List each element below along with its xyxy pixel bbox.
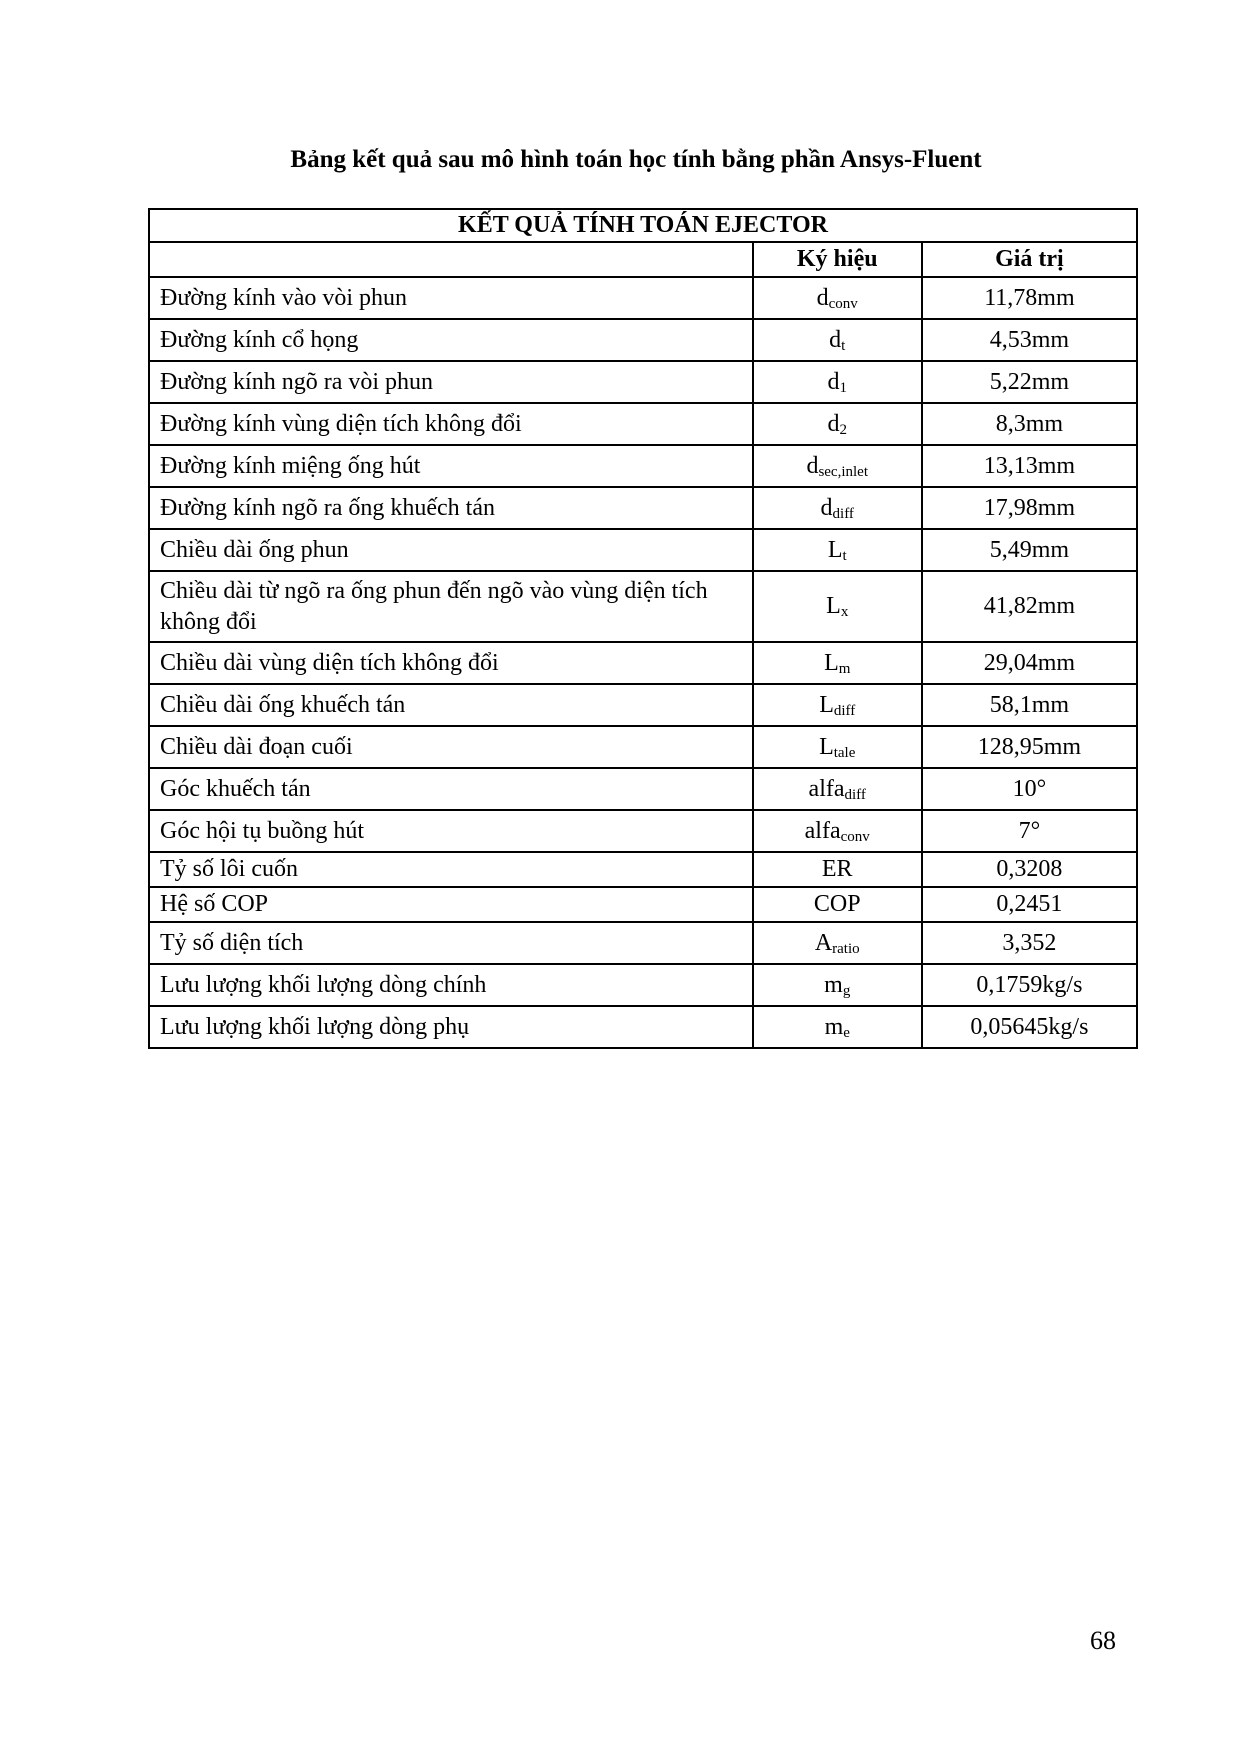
table-row [149,529,1137,571]
row-symbol: $d_t$ [753,319,922,361]
row-value: 41,82mm [922,571,1137,642]
ejector-results-table [148,208,1138,1049]
row-symbol: $A_{ratio}$ [753,922,922,964]
table-row [149,403,1137,445]
row-name: Chiều dài ống khuếch tán [149,684,753,726]
row-symbol: $d_1$ [753,361,922,403]
row-value: 0,1759kg/s [922,964,1137,1006]
row-symbol: $m_g$ [753,964,922,1006]
row-symbol: $L_t$ [753,529,922,571]
row-value: 3,352 [922,922,1137,964]
table-row [149,487,1137,529]
row-symbol: ER [753,852,922,887]
row-name: Đường kính ngõ ra vòi phun [149,361,753,403]
row-name: Chiều dài ống phun [149,529,753,571]
row-name: Đường kính miệng ống hút [149,445,753,487]
row-name: Đường kính vùng diện tích không đổi [149,403,753,445]
table-row [149,964,1137,1006]
row-value: 0,3208 [922,852,1137,887]
row-value: 5,22mm [922,361,1137,403]
row-name: Lưu lượng khối lượng dòng chính [149,964,753,1006]
table-row [149,445,1137,487]
row-name: Góc khuếch tán [149,768,753,810]
row-name: Tỷ số lôi cuốn [149,852,753,887]
table-title-row [149,209,1137,242]
row-value: 0,05645kg/s [922,1006,1137,1048]
table-row [149,887,1137,922]
table-row [149,319,1137,361]
row-symbol: $L_m$ [753,642,922,684]
row-symbol: $L_{diff}$ [753,684,922,726]
row-value: 58,1mm [922,684,1137,726]
header-name [149,242,753,277]
row-value: 5,49mm [922,529,1137,571]
row-name: Hệ số COP [149,887,753,922]
row-value: 0,2451 [922,887,1137,922]
row-name: Đường kính cổ họng [149,319,753,361]
row-value: 4,53mm [922,319,1137,361]
table-row [149,852,1137,887]
row-symbol: $d_{conv}$ [753,277,922,319]
row-value: 11,78mm [922,277,1137,319]
table-row [149,922,1137,964]
table-row [149,361,1137,403]
row-symbol: alfa$_{conv}$ [753,810,922,852]
row-value: 17,98mm [922,487,1137,529]
row-value: 10° [922,768,1137,810]
row-name: Lưu lượng khối lượng dòng phụ [149,1006,753,1048]
table-row [149,768,1137,810]
table-row [149,1006,1137,1048]
row-value: 7° [922,810,1137,852]
row-value: 29,04mm [922,642,1137,684]
table-row [149,726,1137,768]
row-symbol: $d_2$ [753,403,922,445]
row-symbol: COP [753,887,922,922]
row-value: 8,3mm [922,403,1137,445]
table-row [149,810,1137,852]
row-name: Chiều dài đoạn cuối [149,726,753,768]
row-symbol: $d_{diff}$ [753,487,922,529]
row-name: Tỷ số diện tích [149,922,753,964]
row-name: Chiều dài vùng diện tích không đổi [149,642,753,684]
row-value: 128,95mm [922,726,1137,768]
page-number: 68 [1090,1626,1116,1655]
row-symbol: alfa$_{diff}$ [753,768,922,810]
row-symbol: $d_{sec,inlet}$ [753,445,922,487]
row-name: Góc hội tụ buồng hút [149,810,753,852]
row-value: 13,13mm [922,445,1137,487]
table-title: KẾT QUẢ TÍNH TOÁN EJECTOR [149,209,1137,242]
table-header-row [149,242,1137,277]
table-row [149,684,1137,726]
row-name: Đường kính vào vòi phun [149,277,753,319]
header-value: Giá trị [922,242,1137,277]
table-caption: Bảng kết quả sau mô hình toán học tính bằng phần Ansys-Fluent [290,146,982,173]
table-row [149,642,1137,684]
table-row [149,571,1137,642]
row-symbol: $L_x$ [753,571,922,642]
row-symbol: $L_{tale}$ [753,726,922,768]
table-row [149,277,1137,319]
row-name: Đường kính ngõ ra ống khuếch tán [149,487,753,529]
row-name: Chiều dài từ ngõ ra ống phun đến ngõ vào vùng diện tích không đổi [149,571,753,642]
row-symbol: $m_e$ [753,1006,922,1048]
header-symbol: Ký hiệu [753,242,922,277]
